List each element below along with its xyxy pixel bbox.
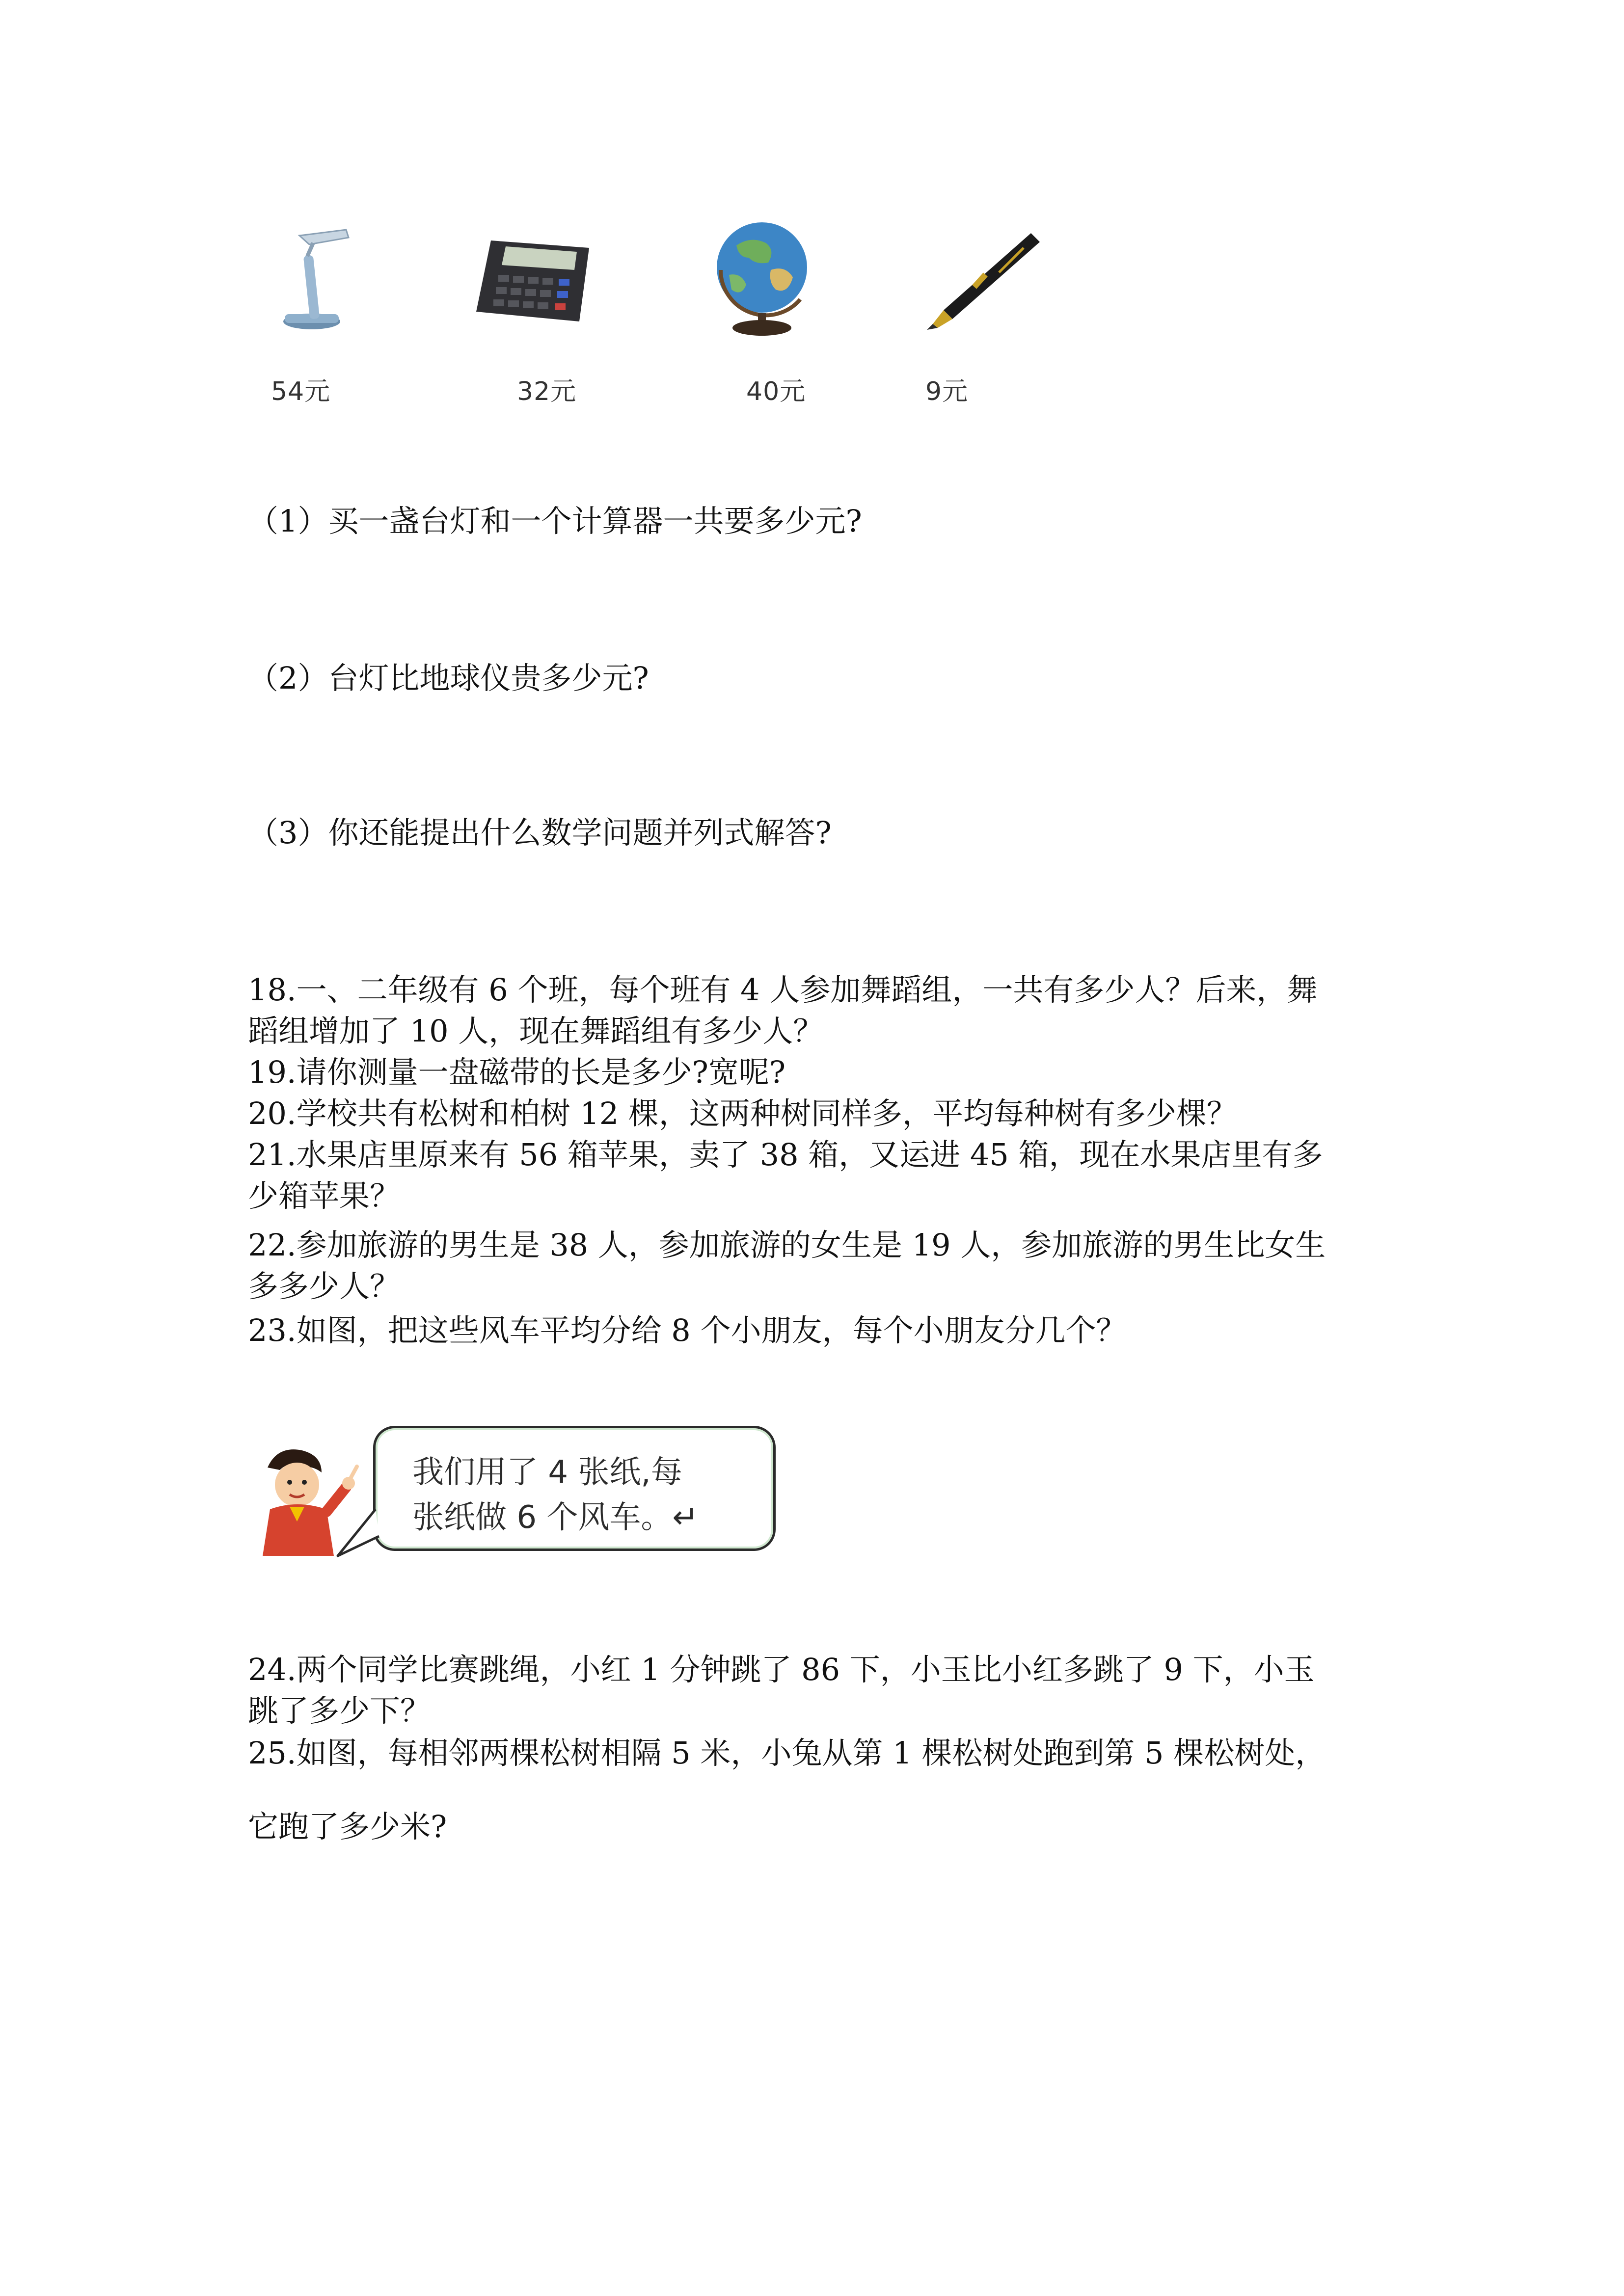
question-18-line-2: 蹈组增加了 10 人，现在舞蹈组有多少人？	[248, 1013, 824, 1049]
globe-icon	[707, 216, 820, 339]
question-19: 19.请你测量一盘磁带的长是多少?宽呢?	[248, 1054, 786, 1090]
calculator-price: 32元	[517, 377, 577, 406]
subquestion-3: （3）你还能提出什么数学问题并列式解答?	[248, 815, 832, 851]
speech-bubble	[373, 1426, 776, 1551]
desk-lamp-icon	[265, 221, 358, 334]
speech-bubble-line-1: 我们用了 4 张纸,每	[412, 1454, 682, 1491]
question-21-line-2: 少箱苹果？	[248, 1178, 401, 1214]
question-25-line-2: 它跑了多少米?	[248, 1809, 447, 1844]
calculator-icon	[471, 231, 599, 329]
question-24-line-1: 24.两个同学比赛跳绳，小红 1 分钟跳了 86 下，小玉比小红多跳了 9 下，小玉	[248, 1652, 1315, 1687]
pen-icon	[918, 226, 1046, 334]
speech-bubble-tail	[334, 1507, 383, 1561]
question-21-line-1: 21.水果店里原来有 56 箱苹果，卖了 38 箱，又运进 45 箱，现在水果店里有多	[248, 1137, 1323, 1173]
question-24-line-2: 跳了多少下？	[248, 1693, 431, 1729]
question-22-line-2: 多多少人？	[248, 1268, 401, 1304]
question-23: 23.如图，把这些风车平均分给 8 个小朋友，每个小朋友分几个？	[248, 1312, 1127, 1348]
question-25-line-1: 25.如图，每相邻两棵松树相隔 5 米，小兔从第 1 棵松树处跑到第 5 棵松树处，	[248, 1735, 1326, 1771]
lamp-price: 54元	[271, 377, 331, 406]
question-22-line-1: 22.参加旅游的男生是 38 人，参加旅游的女生是 19 人，参加旅游的男生比女生	[248, 1227, 1326, 1263]
subquestion-1: （1）买一盏台灯和一个计算器一共要多少元?	[248, 503, 862, 539]
question-18-line-1: 18.一、二年级有 6 个班，每个班有 4 人参加舞蹈组，一共有多少人？后来，舞	[248, 972, 1318, 1008]
globe-price: 40元	[746, 377, 806, 406]
speech-bubble-line-2: 张纸做 6 个风车。↵	[412, 1499, 699, 1536]
subquestion-2: （2）台灯比地球仪贵多少元?	[248, 660, 649, 696]
pen-price: 9元	[925, 377, 969, 406]
question-20: 20.学校共有松树和柏树 12 棵，这两种树同样多，平均每种树有多少棵？	[248, 1095, 1237, 1131]
